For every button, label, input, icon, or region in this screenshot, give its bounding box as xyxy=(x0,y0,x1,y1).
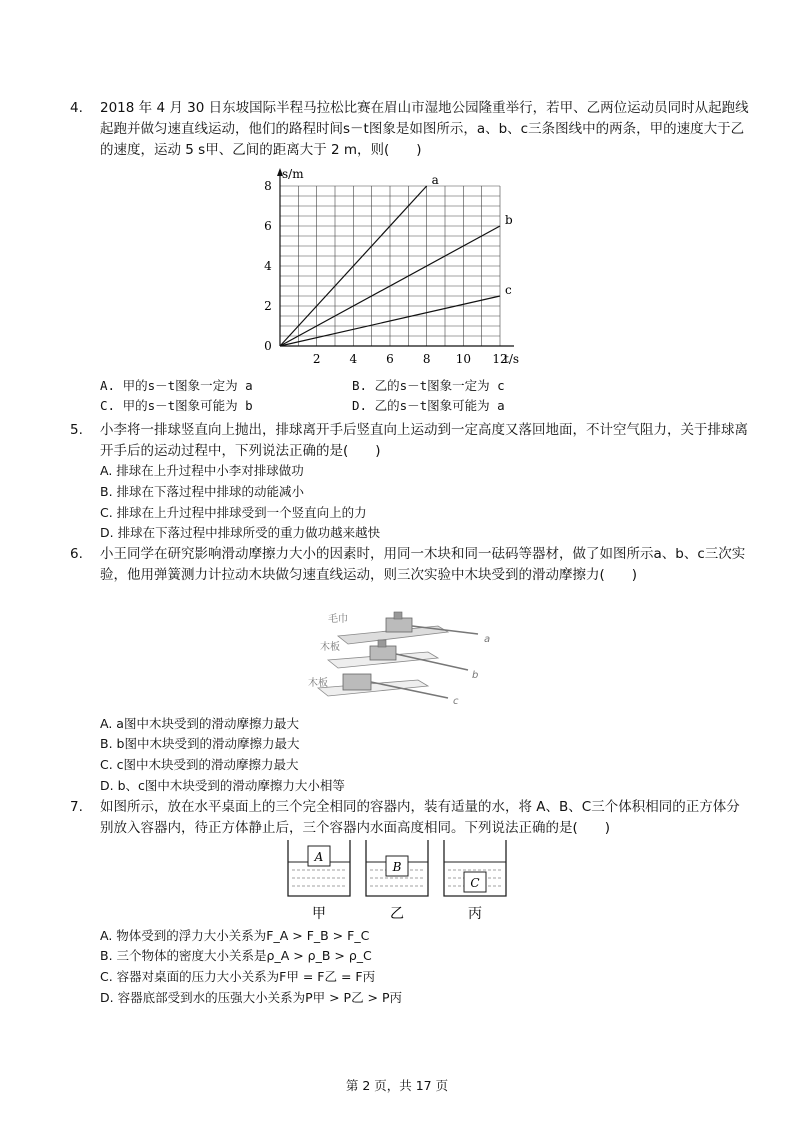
label-a: a xyxy=(484,634,491,645)
label-b: b xyxy=(472,670,479,681)
graph-grid xyxy=(280,186,500,346)
block-a: A xyxy=(314,850,324,864)
label-c: c xyxy=(453,696,459,707)
y-tick-label: 4 xyxy=(264,259,272,273)
question-text: 小王同学在研究影响滑动摩擦力大小的因素时，用同一木块和同一砝码等器材，做了如图所示a、b、c三次实验，他用弹簧测力计拉动木块做匀速直线运动，则三次实验中木块受到的滑动摩擦力( ) xyxy=(100,546,746,583)
weight-b xyxy=(378,640,386,647)
friction-figure xyxy=(298,608,508,708)
option-a[interactable]: A. a图中木块受到的滑动摩擦力最大 xyxy=(100,716,299,731)
x-tick-label: 12 xyxy=(492,352,508,366)
option-d[interactable]: D. 排球在下落过程中排球所受的重力做功越来越快 xyxy=(100,525,381,540)
y-tick-label: 8 xyxy=(264,179,272,193)
weight-a xyxy=(394,612,402,619)
option-a[interactable]: A. 甲的s－t图象一定为 a xyxy=(100,378,253,393)
block-c xyxy=(343,674,371,690)
label-yi: 乙 xyxy=(390,906,404,922)
containers-figure xyxy=(282,838,518,924)
container-yi xyxy=(366,840,428,922)
option-b[interactable]: B. 三个物体的密度大小关系是ρ_A > ρ_B > ρ_C xyxy=(100,948,372,963)
label-board-1: 木板 xyxy=(320,642,340,653)
question-number: 4. xyxy=(70,100,83,116)
option-b[interactable]: B. 乙的s－t图象一定为 c xyxy=(352,378,505,393)
option-d[interactable]: D. 容器底部受到水的压强大小关系为P甲 > P乙 > P丙 xyxy=(100,990,403,1005)
page-footer: 第 2 页，共 17 页 xyxy=(345,1078,449,1093)
option-c[interactable]: C. 容器对桌面的压力大小关系为F甲 = F乙 = F丙 xyxy=(100,969,376,984)
st-graph xyxy=(255,160,545,370)
option-b[interactable]: B. b图中木块受到的滑动摩擦力最大 xyxy=(100,736,300,751)
block-c: C xyxy=(470,876,480,890)
option-d[interactable]: D. 乙的s－t图象可能为 a xyxy=(352,398,505,413)
option-c[interactable]: C. 甲的s－t图象可能为 b xyxy=(100,398,253,413)
option-a[interactable]: A. 物体受到的浮力大小关系为F_A > F_B > F_C xyxy=(100,928,370,943)
x-tick-label: 6 xyxy=(386,352,394,366)
question-text: 小李将一排球竖直向上抛出，排球离开手后竖直向上运动到一定高度又落回地面，不计空气阻力，关于排球离开手后的运动过程中，下列说法正确的是( ) xyxy=(100,422,748,459)
block-a xyxy=(386,618,412,632)
line-label-a: a xyxy=(431,173,439,187)
label-towel: 毛巾 xyxy=(328,614,348,625)
option-c[interactable]: C. c图中木块受到的滑动摩擦力最大 xyxy=(100,757,299,772)
label-board-2: 木板 xyxy=(308,678,328,689)
option-d[interactable]: D. b、c图中木块受到的滑动摩擦力大小相等 xyxy=(100,778,345,793)
question-text: 如图所示，放在水平桌面上的三个完全相同的容器内，装有适量的水，将 A、B、C三个体积相同的正方体分别放入容器内，待正方体静止后，三个容器内水面高度相同。下列说法正确的是( ) xyxy=(100,799,740,836)
question-number: 5. xyxy=(70,422,83,438)
question-text: 2018 年 4 月 30 日东坡国际半程马拉松比赛在眉山市湿地公园隆重举行，若甲、乙两位运动员同时从起跑线起跑并做匀速直线运动，他们的路程时间s－t图象是如图所示，a、b、c三条图线中的两条，甲的速度大于乙的速度，运动 5 s甲、乙间的距离大于 2 m，则( ) xyxy=(100,100,749,158)
question-number: 6. xyxy=(70,546,83,562)
container-bing xyxy=(444,840,506,922)
y-tick-label: 2 xyxy=(264,299,272,313)
block-b xyxy=(370,646,396,660)
x-tick-label: 2 xyxy=(312,352,321,366)
y-tick-label: 6 xyxy=(264,219,272,233)
label-jia: 甲 xyxy=(312,906,326,922)
option-c[interactable]: C. 排球在上升过程中排球受到一个竖直向上的力 xyxy=(100,505,367,520)
option-b[interactable]: B. 排球在下落过程中排球的动能减小 xyxy=(100,484,305,499)
x-axis-label: t/s xyxy=(504,352,520,366)
x-tick-label: 4 xyxy=(349,352,358,366)
line-label-c: c xyxy=(505,283,512,297)
x-tick-label: 8 xyxy=(422,352,431,366)
y-axis-label: s/m xyxy=(282,167,304,181)
label-bing: 丙 xyxy=(468,906,482,922)
block-b: B xyxy=(392,860,402,874)
container-jia xyxy=(288,840,350,922)
option-a[interactable]: A. 排球在上升过程中小李对排球做功 xyxy=(100,463,304,478)
line-label-b: b xyxy=(505,213,513,227)
y-tick-label: 0 xyxy=(264,339,272,353)
x-tick-label: 10 xyxy=(455,352,471,366)
question-number: 7. xyxy=(70,799,83,815)
